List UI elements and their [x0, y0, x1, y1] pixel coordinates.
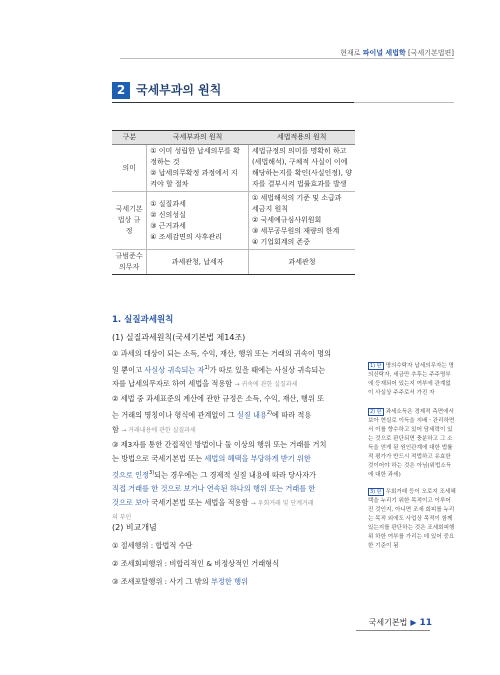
- cell-line: ③ 세무공무원의 재량의 한계: [251, 227, 340, 235]
- footer-label: 국세기본법: [368, 618, 408, 627]
- highlight: 세법의 혜택을 부당하게 받기 위한: [204, 453, 311, 463]
- cell-line: 세법규정의 의미를 명확히 하고: [251, 147, 347, 155]
- text-line: 것으로 인정$^{3)}$되는 경우에는 그 경제적 실질 내용에 따라 당사자가: [112, 469, 316, 480]
- table-header: 세법적용의 원칙: [248, 131, 355, 145]
- text-line: ② 세법 중 과세표준의 계산에 관한 규정은 소득, 수익, 재산, 행위 또: [112, 394, 325, 404]
- table-row: [112, 192, 355, 250]
- highlight: 부정한 행위: [210, 577, 248, 586]
- footer-rule: [356, 630, 430, 631]
- note-tag: 2) 판: [370, 409, 382, 415]
- cell-line: 세금지 원칙: [251, 205, 288, 213]
- page-footer: [369, 617, 432, 628]
- note-tag: 1) 판: [370, 363, 382, 369]
- table-header: 구분: [112, 131, 147, 145]
- cell-line: ① 실질과세: [150, 199, 186, 208]
- cell-line: 해당하는지를 확인(사실인정), 양: [251, 169, 352, 177]
- table-cell: [248, 145, 355, 192]
- cell-line: 켜야 할 절차: [150, 180, 189, 188]
- cell-line: ① 이미 성립한 납세의무를 확: [150, 147, 240, 155]
- note-text: 명의수탁자 납세의무자는 명의신탁자, 세금만 추후는 주주명부에 등재되어 있는지 여부에 관계없이 사실상 주주로서 가진 자: [368, 363, 454, 396]
- cell-line: ② 납세의무확정 과정에서 지: [150, 169, 238, 177]
- table-row: [112, 145, 355, 192]
- text-line: 는 거래의 명칭이나 형식에 관계없이 그 실질 내용$^{2)}$에 따라 적용: [112, 410, 312, 420]
- list-item: ② 조세회피행위 : 비합리적인 & 비정상적인 거래형식: [112, 559, 280, 568]
- header-book: [국세기본법편]: [407, 49, 454, 57]
- table-cell: 과세관청, 납세자: [147, 250, 249, 275]
- subsection-heading: (1) 실질과세원칙(국세기본법 제14조): [112, 333, 246, 342]
- cell-line: (세법해석), 구체적 사실이 이에: [251, 158, 348, 166]
- highlight: 것으로 보아: [112, 498, 150, 508]
- sidenote: [368, 488, 456, 551]
- header-series: 파이널 세법학: [362, 49, 406, 57]
- text-line: 일 뿐이고 사실상 귀속되는 자$^{1)}$가 따로 있을 때에는 사실상 귀속되는: [112, 365, 326, 375]
- row-label: 규범준수 의무자: [112, 250, 147, 275]
- text-line: 는 방법으로 국세기본법 또는 세법의 혜택을 부당하게 받기 위한: [112, 453, 311, 463]
- note-text: 우회거래 등이 오로지 조세혜택을 누리기 위한 목적이고 이루어진 것인지, 아니면 조세 회피를 누리는 목적 외에도 사업상 목적이 함께 있는지를 판단하는 것은 조세회피행위 하한 여부를 가리는 데 있어 중요한 기준이 됨: [368, 489, 456, 549]
- sidenote: [368, 362, 456, 398]
- table-header: 국세부과의 원칙: [147, 131, 249, 145]
- comparison-table: [112, 130, 355, 275]
- highlight: 것으로 인정: [112, 470, 150, 480]
- cell-line: ② 국세예규심사위원회: [251, 216, 322, 224]
- cell-line: ③ 근거과세: [150, 221, 186, 230]
- table-row: [112, 250, 355, 275]
- note-tag: 3) 판: [370, 489, 382, 495]
- list-item: ① 절세행위 : 합법적 수단: [112, 541, 193, 550]
- chapter-title: 국세부과의 원칙: [136, 83, 222, 97]
- row-label: 국세기본법상 규정: [112, 192, 147, 250]
- cell-line: ④ 기업회계의 존중: [251, 238, 311, 246]
- header-prefix: 현재로: [340, 49, 361, 57]
- text-line: 자를 납세의무자로 하여 세법을 적용함 → 귀속에 관한 실질과세: [112, 379, 298, 389]
- cell-line: 자를 결부시켜 법률효과를 발생: [251, 180, 347, 188]
- table-header-row: [112, 131, 355, 145]
- chapter-rule-extension: [354, 102, 454, 103]
- page-number: 11: [419, 618, 432, 628]
- text-line: 함 → 거래내용에 관한 실질과세: [112, 424, 196, 434]
- row-label: 의미: [112, 145, 147, 192]
- running-header: [340, 48, 454, 58]
- cell-line: ② 신의성실: [150, 210, 186, 219]
- triangle-right-icon: ▶: [410, 618, 417, 627]
- cell-line: ④ 조세감면의 사후관리: [150, 232, 222, 241]
- highlight: 실질 내용: [236, 410, 267, 420]
- margin-note: → 우회거래 및 단계거래: [250, 500, 314, 508]
- table-cell: [248, 192, 355, 250]
- text-line: 것으로 보아 국세기본법 또는 세법을 적용함 → 우회거래 및 단계거래: [112, 498, 314, 508]
- body-paragraph: [112, 347, 355, 525]
- text-line: ① 과세의 대상이 되는 소득, 수익, 재산, 행위 또는 거래의 귀속이 명의: [112, 349, 331, 358]
- margin-note: → 거래내용에 관한 실질과세: [121, 426, 196, 434]
- table-cell: 과세관청: [248, 250, 355, 275]
- text-line: ③ 제3자를 통한 간접적인 방법이나 둘 이상의 행위 또는 거래를 거치: [112, 439, 327, 449]
- table-cell: [147, 192, 249, 250]
- text-line: 직접 거래를 한 것으로 보거나 연속된 하나의 행위 또는 거래를 한: [112, 484, 316, 494]
- chapter-rule: [112, 102, 354, 103]
- cell-line: ① 세법해석의 기준 및 소급과: [251, 194, 342, 202]
- sidenote: [368, 408, 456, 480]
- subsection-heading: (2) 비교개념: [112, 523, 157, 532]
- note-text: 과세소득은 경제적 측면에서 보아 현실로 이득을 지배ㆍ관리하면서 이를 향수하고 있어 담세력이 있는 것으로 판단되면 충분하고 그 소득을 얻게 된 원인관계에 대한 법률적 평가가 반드시 적법하고 유효한 것이어야 하는 것은 아님(위법소득에 대한 과세): [368, 409, 455, 478]
- list-item: ③ 조세포탈행위 : 사기 그 밖의 부정한 행위: [112, 577, 248, 586]
- cell-line: 정하는 것: [150, 158, 180, 166]
- highlight: 사실상 귀속되는 자: [144, 365, 205, 375]
- margin-note: → 귀속에 관한 실질과세: [234, 381, 298, 389]
- table-cell: [147, 145, 249, 192]
- section-heading: 1. 실질과세원칙: [112, 315, 174, 325]
- margin-note: 의 부인: [112, 514, 132, 522]
- chapter-number: 2: [112, 82, 130, 99]
- header-rule: [120, 58, 454, 59]
